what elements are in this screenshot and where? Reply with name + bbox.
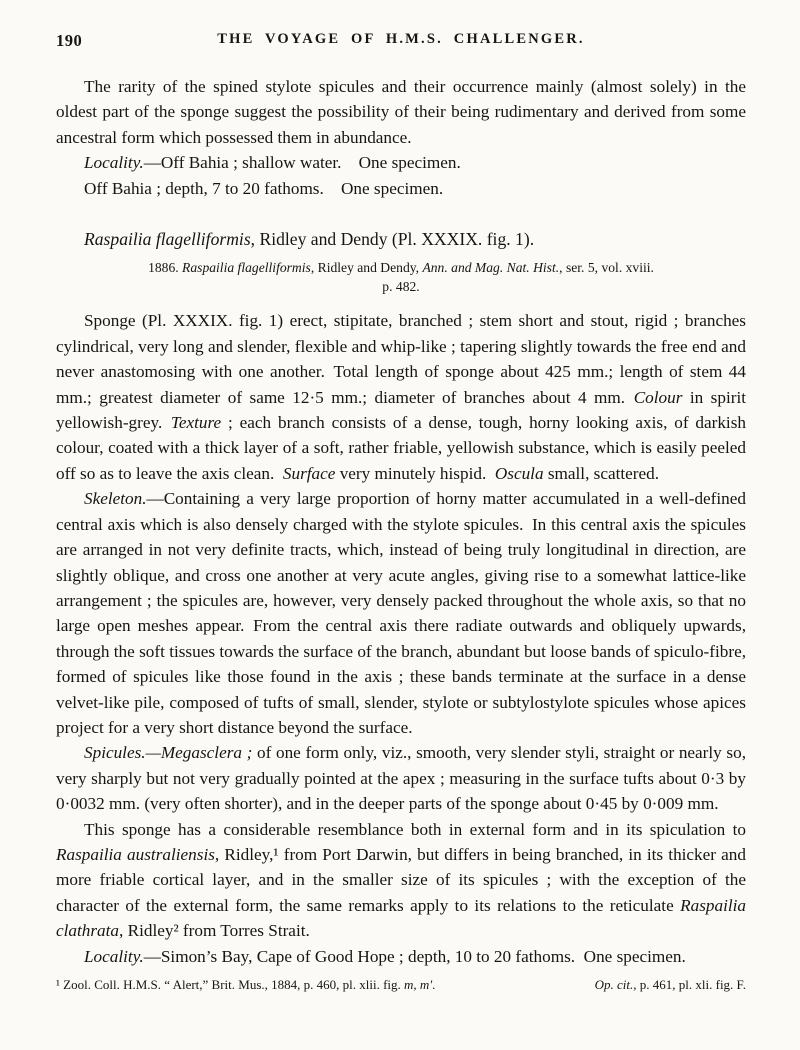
text-segment: , Ridley and Dendy (Pl. XXXIX. fig. 1). [250,229,535,250]
text-segment: Off Bahia ; depth, 7 to 20 fathoms. One specimen. [84,178,444,198]
text-segment: Surface [282,463,336,483]
text-segment: Texture [170,413,222,433]
footnote-right [595,976,746,994]
text-segment: p. 482. [382,278,420,294]
text-segment: Spicules.—Megasclera ; [84,743,253,763]
text-segment: Skeleton. [84,489,147,509]
text-segment: Raspailia clathrata [56,895,746,941]
paragraph [56,740,746,816]
text-segment: , p. 461, pl. xli. fig. F. [633,977,746,992]
paragraph [56,176,746,201]
text-segment: , Ridley² from Torres Strait. [119,921,310,941]
text-segment: Raspailia flagelliformis [84,229,251,250]
text-segment: , ser. 5, vol. xviii. [559,260,654,276]
text-segment: Locality. [84,946,144,966]
running-title: THE VOYAGE OF H.M.S. CHALLENGER. [217,31,585,47]
text-segment: , Ridley,¹ from Port Darwin, but differs in being branched, in its thicker and more friable cortical layer, and in the smaller size of its spicules ; with the exception of the character of the external form, the same remarks apply to its relations to the reticulate [56,844,746,915]
text-segment: in spirit yellowish-grey. [56,387,747,433]
text-segment: —Containing a very large proportion of horny matter accumulated in a well-defined central axis which is also densely charged with the stylote spicules. In this central axis the spicules are arranged in not very definite tracts, which, instead of being truly longitudinal in direction, are slightly oblique, and cross one another at very acute angles, giving rise to a somewhat lattice-like arrangement ; the spicules are, however, very densely packed throughout the whole axis, so that no large open meshes appear. From the central axis there radiate outwards and obliquely upwards, through the soft tissues towards the surface of the branch, abundant but loose bands of spiculo-fibre, formed of spicules like those found in the axis ; these bands terminate at the surface in a dense velvet-like pile, composed of tufts of small, slender, stylote or subtylostylote spicules whose apices project for a very short distance beyond the surface. [56,489,746,737]
paragraph [56,944,746,969]
text-segment: —Off Bahia ; shallow water. One specimen. [143,153,461,173]
text-segment: ; each branch consists of a dense, tough, horny looking axis, of darkish colour, coated with a thick layer of a soft, rather friable, yellowish substance, which is easily peeled off so as to leave the axis clean. [56,413,746,483]
page-header [56,30,746,54]
text-blocks [56,74,746,969]
text-segment: —Simon’s Bay, Cape of Good Hope ; depth, 10 to 20 fathoms. One specimen. [143,946,686,966]
page-number: 190 [56,31,83,50]
text-segment: , Ridley and Dendy, [310,260,423,276]
text-segment: Raspailia flagelliformis [182,260,311,276]
text-segment: . [432,977,436,992]
text-segment: 1886. [148,260,183,276]
text-segment: Oscula [494,463,544,483]
footnote-row [56,976,746,994]
text-segment: Raspailia australiensis [56,844,215,864]
text-segment: very minutely hispid. [335,463,495,483]
species-heading [56,227,746,252]
text-segment: Sponge (Pl. XXXIX. fig. 1) erect, stipitate, branched ; stem short and stout, rigid ; branches cylindrical, very long and slender, flexible and whip-like ; tapering slightly towards the free end and never anastomosing with one another. Total length of sponge about 425 mm.; length of stem 44 mm.; greatest diameter of same 12·5 mm.; diameter of branches about 4 mm. [56,311,746,407]
citation [56,259,746,278]
text-segment: Colour [633,387,683,407]
text-segment: Ann. and Mag. Nat. Hist. [422,260,560,276]
text-segment: m, m′ [404,977,433,992]
paragraph [56,74,746,150]
citation [56,278,746,297]
text-segment: ¹ Zool. Coll. H.M.S. “ Alert,” Brit. Mus., 1884, p. 460, pl. xlii. fig. [56,977,405,992]
text-segment: Op. cit. [594,977,634,992]
paragraph [56,308,746,486]
text-segment: small, scattered. [543,463,660,483]
text-segment: of one form only, viz., smooth, very slender styli, straight or nearly so, very sharply but not very gradually pointed at the apex ; measuring in the surface tufts about 0·3 by 0·0032 mm. (very often shorter), and in the deeper parts of the sponge about 0·45 by 0·009 mm. [56,743,747,814]
text-segment: The rarity of the spined stylote spicules and their occurrence mainly (almost solely) in the oldest part of the sponge suggest the possibility of their being rudimentary and derived from some ancestral form which possessed them in abundance. [56,77,746,147]
paragraph [56,150,746,175]
text-segment: Locality. [84,153,144,173]
footnote-left [56,976,435,994]
paragraph [56,486,746,740]
text-segment: This sponge has a considerable resemblance both in external form and in its spiculation to [84,819,746,839]
paragraph [56,817,746,944]
